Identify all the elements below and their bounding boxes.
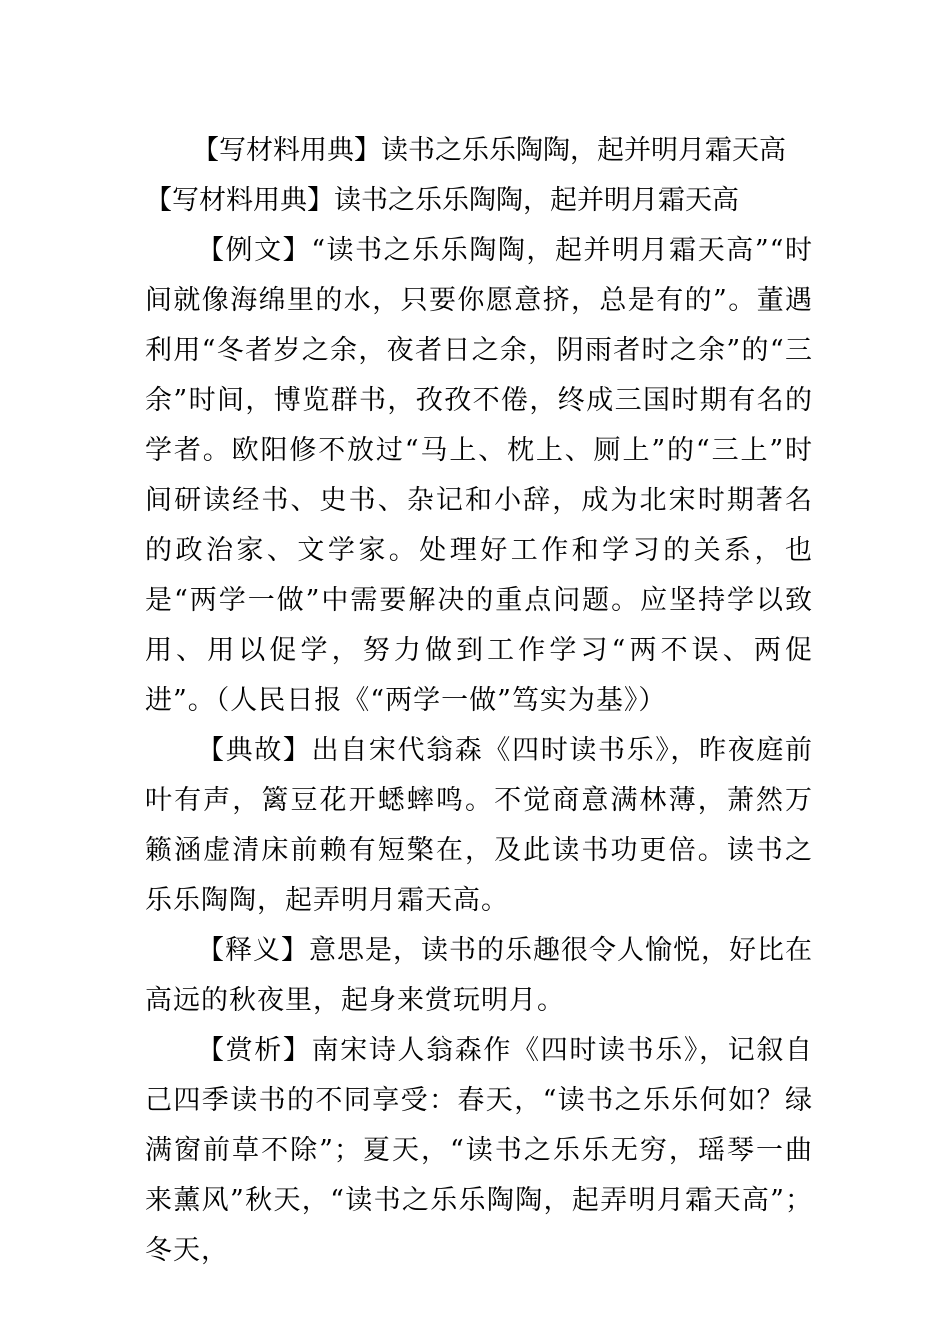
document-body [145,226,813,1276]
document-title: 【写材料用典】读书之乐乐陶陶，起并明月霜天高 [192,135,786,166]
paragraph-allusion: 【典故】出自宋代翁森《四时读书乐》，昨夜庭前叶有声，篱豆花开蟋蟀鸣。不觉商意满林薄，萧然万籁涵虚清床前赖有短檠在，及此读书功更倍。读书之乐乐陶陶，起弄明月霜天高。 [145,735,813,916]
document-subtitle: 【写材料用典】读书之乐乐陶陶，起并明月霜天高 [145,185,739,216]
paragraph-appreciation: 【赏析】南宋诗人翁森作《四时读书乐》，记叙自己四季读书的不同享受：春天，“读书之乐乐何如？绿满窗前草不除”；夏天，“读书之乐乐无穷，瑶琴一曲来薰风”秋天，“读书之乐乐陶陶，起弄明月霜天高”；冬天， [145,1035,813,1266]
paragraph-meaning: 【释义】意思是，读书的乐趣很令人愉悦，好比在高远的秋夜里，起身来赏玩明月。 [145,935,813,1016]
paragraph-example: 【例文】“读书之乐乐陶陶，起并明月霜天高”“时间就像海绵里的水，只要你愿意挤，总是有的”。董遇利用“冬者岁之余，夜者日之余，阴雨者时之余”的“三余”时间，博览群书，孜孜不倦，终成三国时期有名的学者。欧阳修不放过“马上、枕上、厕上”的“三上”时间研读经书、史书、杂记和小辞，成为北宋时期著名的政治家、文学家。处理好工作和学习的关系，也是“两学一做”中需要解决的重点问题。应坚持学以致用、用以促学，努力做到工作学习“两不误、两促进”。（人民日报《“两学一做”笃实为基》） [145,235,813,716]
